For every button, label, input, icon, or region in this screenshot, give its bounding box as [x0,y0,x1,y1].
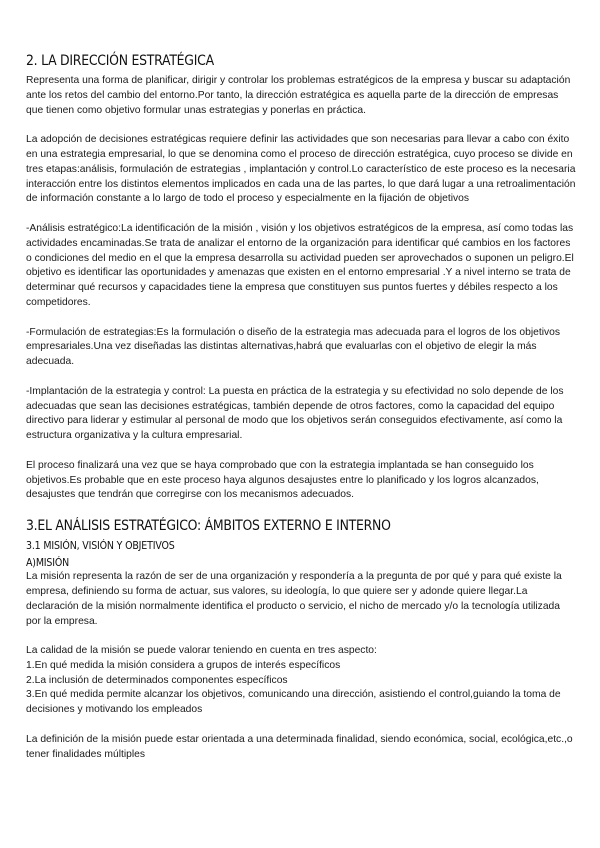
section-2-paragraph-1: Representa una forma de planificar, dirigir y controlar los problemas estratégicos de la empresa y buscar su adaptación ante los retos del cambio del entorno.Por tanto, la dirección estratégica es aquella parte de la dirección de empresas que tienen como objetivo formular unas estrategias y ponerlas en práctica. [26,75,571,116]
mision-heading: A)MISIÓN [26,556,70,570]
section-2-paragraph-formulation: -Formulación de estrategias:Es la formulación o diseño de la estrategia mas adecuada para el logros de los objetivos empresariales.Una vez diseñadas las distintas alternativas,habrá que evaluarlas con el objetivo de elegir la más adecuada. [26,326,561,368]
section-2-paragraph-analysis: -Análisis estratégico:La identificación de la misión , visión y los objetivos estratégicos de la empresa, así como todas las actividades encaminadas.Se trata de analizar el entorno de la organización para identificar qué cambios en los factores o condiciones del medio en el que la empresa desarrolla su actividad pueden ser aprovechados o suponen un peligro.El objetivo es identificar las oportunidades y amenazas que existen en el entorno empresarial .Y a nivel interno se trata de determinar qué recursos y capacidades tiene la empresa que constituyen sus puntos fuertes y débiles respecto a los competidores. [26,222,574,308]
section-3-1-subtitle: 3.1 MISIÓN, VISIÓN Y OBJETIVOS [26,539,175,553]
section-2-paragraph-conclusion: El proceso finalizará una vez que se haya comprobado que con la estrategia implantada se han conseguido los objetivos.Es probable que en este proceso haya algunos desajustes entre lo planificado y los logros alcanzados, desajustes que tendrán que corregirse con los mecanismos adecuados. [26,459,539,501]
mision-quality-item-3: 3.En qué medida permite alcanzar los objetivos, comunicando una dirección, asistiendo el control,guiando la toma de decisiones y motivando los empleados [26,689,561,716]
mision-purpose-paragraph: La definición de la misión puede estar orientada a una determinada finalidad, siendo económica, social, ecológica,etc.,o tener finalidades múltiples [26,733,573,760]
section-2-paragraph-implementation: -Implantación de la estrategia y control: La puesta en práctica de la estrategia y su efectividad no solo depende de los adecuadas que sean las decisiones estratégicas, también depende de otros factores, como la capacidad del equipo directivo para liderar y estimular al personal de modo que los objetivos serán conseguidos efectivamente, así como la estructura organizativa y la cultura empresarial. [26,385,564,442]
mision-quality-intro: La calidad de la misión se puede valorar teniendo en cuenta en tres aspecto: [26,645,377,657]
section-2-paragraph-2: La adopción de decisiones estratégicas requiere definir las actividades que son necesarias para llevar a cabo con éxito en una estrategia empresarial, lo que se denomina como el proceso de dirección estratégica, cuyo proceso se divide en tres etapas:análisis, formulación de estrategias , implantación y control.Lo característico de este proceso es la necesaria interacción entre los distintos elementos implicados en cada una de las partes, lo que dará lugar a una retroalimentación de información constante a lo largo de todo el proceso y especialmente en la fijación de objetivos [26,134,576,205]
section-3-title: 3.EL ANÁLISIS ESTRATÉGICO: ÁMBITOS EXTERNO E INTERNO [26,518,391,535]
mision-paragraph: La misión representa la razón de ser de una organización y respondería a la pregunta de por qué y para qué existe la empresa, definiendo su forma de actuar, sus valores, su ideología, lo que quiere ser y adonde quiere llegar.La declaración de la misión normalmente identifica el producto o servicio, el nicho de mercado y/o la tecnología utilizada por la empresa. [26,571,562,627]
section-2-title: 2. LA DIRECCIÓN ESTRATÉGICA [26,53,214,69]
mision-quality-item-1: 1.En qué medida la misión considera a grupos de interés específicos [26,659,341,671]
mision-quality-item-2: 2.La inclusión de determinados componentes específicos [26,674,288,686]
page-content [26,52,576,762]
